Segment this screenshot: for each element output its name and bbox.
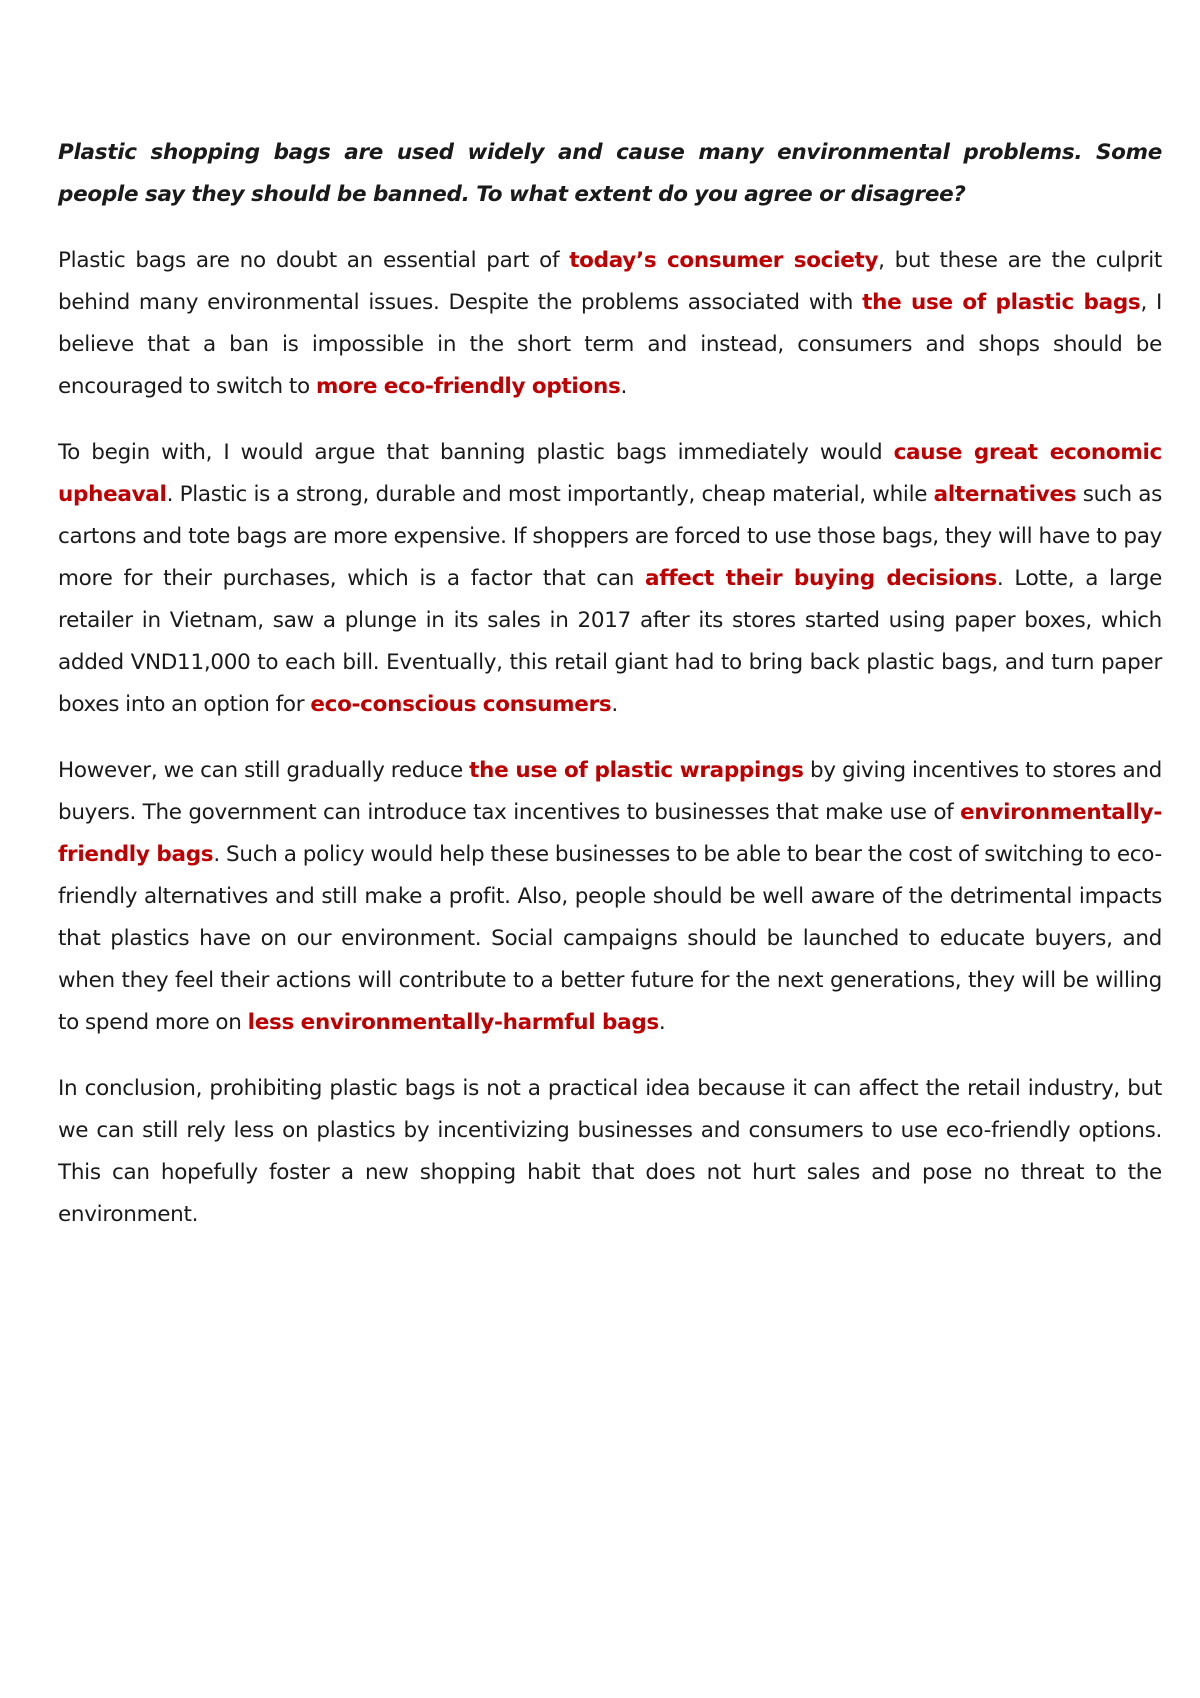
highlighted-phrase: affect their buying decisions <box>644 566 997 591</box>
essay-paragraph-4 <box>58 1068 1162 1236</box>
paragraph-text: However, we can still gradually reduce <box>58 758 470 783</box>
paragraph-text: Plastic bags are no doubt an essential part of <box>58 248 570 273</box>
paragraph-text: In conclusion, prohibiting plastic bags is not a practical idea because it can affect the retail industry, but we can still rely less on plastics by incentivizing businesses and consumers to use eco-friendly options. This can hopefully foster a new shopping habit that does not hurt sales and pose no threat to the environment. <box>58 1076 1162 1227</box>
highlighted-phrase: the use of plastic bags <box>862 290 1141 315</box>
paragraph-text: . Such a policy would help these businesses to be able to bear the cost of switching to eco-friendly alternatives and still make a profit. Also, people should be well aware of the detrimental impacts that plastics have on our environment. Social campaigns should be launched to educate buyers, and when they feel their actions will contribute to a better future for the next generations, they will be willing to spend more on <box>58 842 1162 1035</box>
highlighted-phrase: less environmentally-harmful bags <box>247 1010 659 1035</box>
paragraph-text: . Plastic is a strong, durable and most importantly, cheap material, while <box>166 482 934 507</box>
essay-body <box>58 240 1162 1236</box>
paragraph-text: . <box>611 692 618 717</box>
paragraph-text: such as cartons and tote bags are more expensive. If shoppers are forced to use those bags, they will have to pay more for their purchases, which is a factor that can <box>58 482 1163 591</box>
essay-document <box>58 132 1162 1260</box>
paragraph-text: by giving incentives to stores and buyers. The government can introduce tax incentives to businesses that make use of <box>58 758 1163 825</box>
highlighted-phrase: more eco-friendly options <box>315 374 621 399</box>
highlighted-phrase: eco-conscious consumers <box>310 692 612 717</box>
paragraph-text: . <box>620 374 628 399</box>
highlighted-phrase: today’s consumer society <box>569 248 879 273</box>
paragraph-text: , but these are the culprit behind many environmental issues. Despite the problems associated with <box>58 248 1163 315</box>
highlighted-phrase: cause great economic upheaval <box>58 440 1162 507</box>
highlighted-phrase: alternatives <box>933 482 1077 507</box>
paragraph-text: , I believe that a ban is impossible in the short term and instead, consumers and shops should be encouraged to switch to <box>58 290 1162 399</box>
essay-paragraph-1 <box>58 240 1162 408</box>
highlighted-phrase: environmentally-friendly bags <box>58 800 1162 867</box>
essay-question: Plastic shopping bags are used widely and cause many environmental problems. Some people say they should be banned. To what extent do you agree or disagree? <box>58 140 1162 207</box>
essay-paragraph-3 <box>58 750 1162 1044</box>
paragraph-text: . Lotte, a large retailer in Vietnam, saw a plunge in its sales in 2017 after its stores started using paper boxes, which added VND11,000 to each bill. Eventually, this retail giant had to bring back plastic bags, and turn paper boxes into an option for <box>58 566 1163 717</box>
highlighted-phrase: the use of plastic wrappings <box>469 758 804 783</box>
essay-paragraph-2 <box>58 432 1162 726</box>
paragraph-text: To begin with, I would argue that banning plastic bags immediately would <box>58 440 894 465</box>
paragraph-text: . <box>658 1010 666 1035</box>
